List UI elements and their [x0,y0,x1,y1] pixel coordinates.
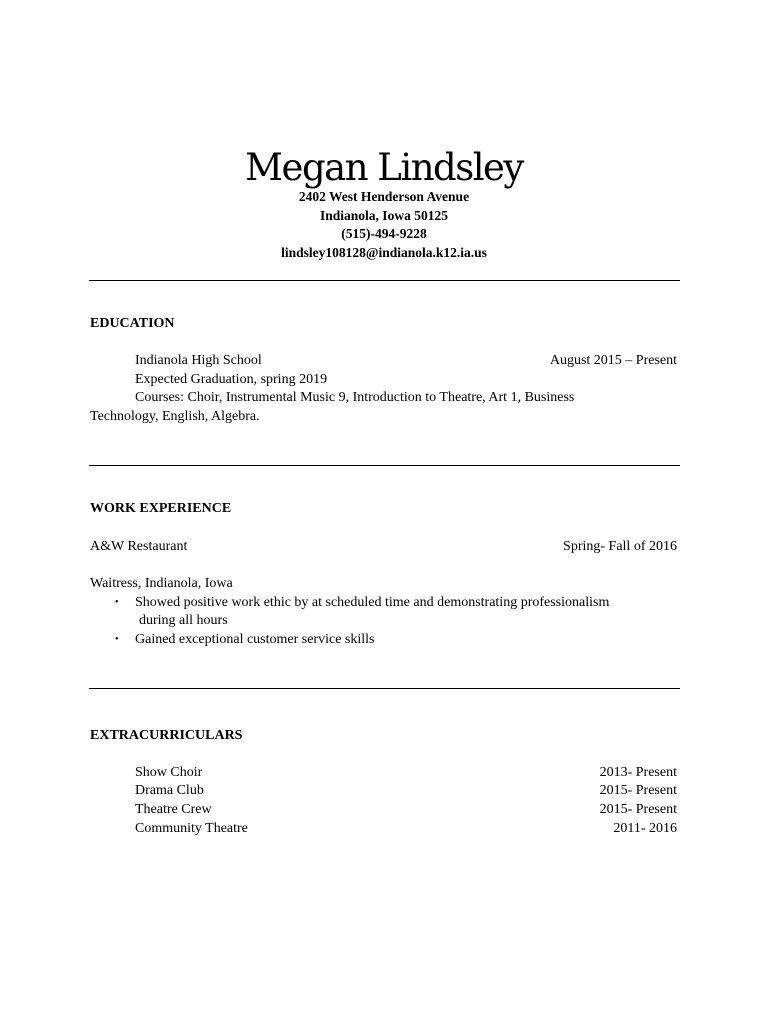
extracurricular-name: Drama Club [135,783,204,798]
divider-work [89,688,680,689]
resume-name: Megan Lindsley [245,146,523,189]
work-bullet-2: Gained exceptional customer service skills [135,632,375,647]
extracurricular-name: Show Choir [135,765,203,780]
phone-number: (515)-494-9228 [341,226,427,241]
employer-name: A&W Restaurant [90,539,188,554]
job-position: Waitress, Indianola, Iowa [90,576,233,591]
bullet-icon: • [115,597,119,608]
education-heading: EDUCATION [90,316,175,331]
school-name: Indianola High School [135,353,262,368]
extracurricular-dates: 2015- Present [599,783,677,798]
divider-education [89,465,680,466]
address-line-2: Indianola, Iowa 50125 [320,208,448,223]
employment-dates: Spring- Fall of 2016 [563,539,677,554]
extracurricular-dates: 2015- Present [599,802,677,817]
work-experience-heading: WORK EXPERIENCE [90,501,232,516]
work-bullet-1-line-2: during all hours [139,613,228,628]
work-bullet-1-line-1: Showed positive work ethic by at scheduled time and demonstrating professionalism [135,595,610,610]
courses-line-1: Courses: Choir, Instrumental Music 9, Introduction to Theatre, Art 1, Business [135,390,575,405]
extracurricular-name: Theatre Crew [135,802,212,817]
expected-graduation: Expected Graduation, spring 2019 [135,372,328,387]
address-line-1: 2402 West Henderson Avenue [298,189,470,204]
email-address: lindsley108128@indianola.k12.ia.us [281,245,487,260]
extracurricular-dates: 2013- Present [599,765,677,780]
bullet-icon: • [115,634,119,645]
school-dates: August 2015 – Present [549,353,677,368]
extracurricular-dates: 2011- 2016 [613,821,677,836]
extracurriculars-heading: EXTRACURRICULARS [90,728,243,743]
courses-line-2: Technology, English, Algebra. [90,409,260,424]
extracurricular-name: Community Theatre [135,821,248,836]
divider-header [89,280,680,281]
